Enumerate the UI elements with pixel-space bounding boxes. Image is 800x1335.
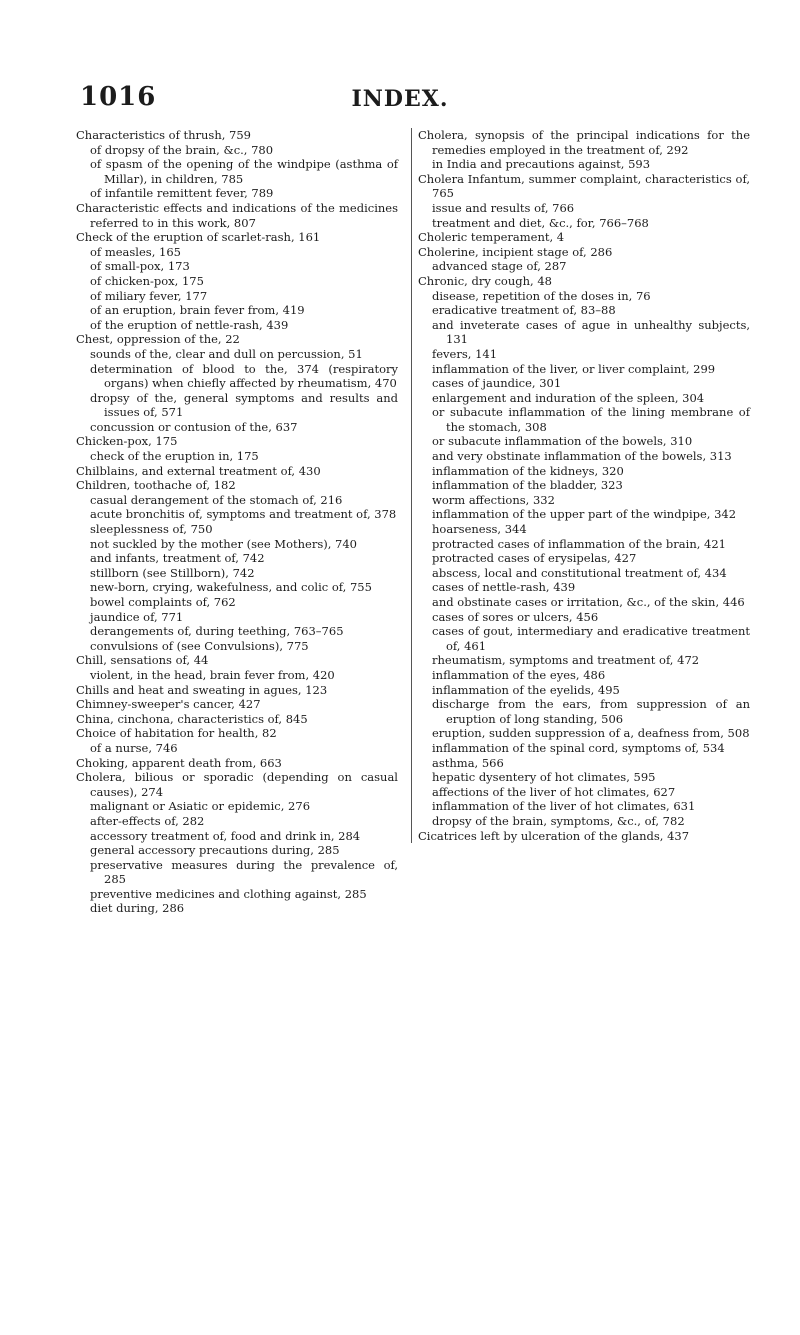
index-subentry: fevers, 141 <box>432 346 498 361</box>
index-subentry: inflammation of the eyelids, 495 <box>432 682 620 697</box>
index-subentry: new-born, crying, wakefulness, and colic of, 755 <box>90 580 372 595</box>
index-entry: Chimney-sweeper's cancer, 427 <box>76 697 261 712</box>
index-subentry: eruption, sudden suppression of a, deafness from, 508 <box>432 726 750 741</box>
page-number: 1016 <box>80 82 157 112</box>
index-entry: Cholera, synopsis of the principal indications for the remedies employed in the treatment of, 292 <box>418 128 750 157</box>
page-title: INDEX. <box>351 86 449 112</box>
index-subentry: concussion or contusion of the, 637 <box>90 419 298 434</box>
index-subentry: hepatic dysentery of hot climates, 595 <box>432 770 656 785</box>
index-subentry: of chicken-pox, 175 <box>90 273 204 288</box>
index-subentry: and obstinate cases or irritation, &c., of the skin, 446 <box>432 595 745 609</box>
index-subentry: of small-pox, 173 <box>90 259 190 274</box>
index-entry: Cholera, bilious or sporadic (depending on casual causes), 274 <box>76 770 398 799</box>
index-subentry: of spasm of the opening of the windpipe (asthma of Millar), in children, 785 <box>90 157 398 186</box>
index-entry: Choice of habitation for health, 82 <box>76 726 277 741</box>
index-subentry: protracted cases of erysipelas, 427 <box>432 551 637 566</box>
index-subentry: and very obstinate inflammation of the bowels, 313 <box>432 449 732 464</box>
index-subentry: determination of blood to the, 374 (respiratory organs) when chiefly affected by rheumatism, 470 <box>90 361 398 391</box>
left-column <box>76 128 398 916</box>
index-subentry: diet during, 286 <box>90 901 185 916</box>
index-subentry: discharge from the ears, from suppression of an eruption of long standing, 506 <box>432 697 750 726</box>
index-subentry: preventive medicines and clothing against, 285 <box>90 886 367 901</box>
index-entry: Characteristics of thrush, 759 <box>76 128 251 142</box>
index-entry: Chilblains, and external treatment of, 430 <box>76 463 321 478</box>
index-subentry: issue and results of, 766 <box>432 200 575 215</box>
index-subentry: inflammation of the bladder, 323 <box>432 478 623 493</box>
index-subentry: protracted cases of inflammation of the brain, 421 <box>432 536 726 551</box>
index-subentry: inflammation of the kidneys, 320 <box>432 463 624 478</box>
index-entry: China, cinchona, characteristics of, 845 <box>76 711 308 726</box>
index-entry: Chills and heat and sweating in agues, 123 <box>76 682 328 697</box>
index-entry: Children, toothache of, 182 <box>76 478 236 493</box>
index-subentry: not suckled by the mother (see Mothers), 740 <box>90 536 357 551</box>
index-subentry: or subacute inflammation of the bowels, 310 <box>432 434 693 449</box>
index-subentry: acute bronchitis of, symptoms and treatment of, 378 <box>90 507 397 522</box>
index-subentry: treatment and diet, &c., for, 766–768 <box>432 215 649 230</box>
index-entry: Chest, oppression of the, 22 <box>76 332 240 347</box>
index-subentry: derangements of, during teething, 763–765 <box>90 624 344 639</box>
index-subentry: of an eruption, brain fever from, 419 <box>90 303 305 318</box>
page-header <box>0 82 800 122</box>
index-subentry: rheumatism, symptoms and treatment of, 472 <box>432 653 700 668</box>
index-entry: Cicatrices left by ulceration of the glands, 437 <box>418 828 690 843</box>
index-subentry: cases of jaundice, 301 <box>432 376 562 391</box>
index-subentry: of a nurse, 746 <box>90 740 178 755</box>
index-subentry: dropsy of the, general symptoms and results and issues of, 571 <box>90 390 398 420</box>
index-subentry: check of the eruption in, 175 <box>90 449 259 464</box>
index-subentry: disease, repetition of the doses in, 76 <box>432 288 651 303</box>
index-subentry: of dropsy of the brain, &c., 780 <box>90 142 274 157</box>
index-subentry: violent, in the head, brain fever from, 420 <box>90 667 335 682</box>
index-subentry: general accessory precautions during, 285 <box>90 843 340 858</box>
index-entry: Choking, apparent death from, 663 <box>76 755 282 770</box>
index-subentry: in India and precautions against, 593 <box>432 157 651 172</box>
index-subentry: and inveterate cases of ague in unhealthy subjects, 131 <box>432 317 750 347</box>
index-subentry: of the eruption of nettle-rash, 439 <box>90 317 289 332</box>
index-subentry: or subacute inflammation of the lining membrane of the stomach, 308 <box>432 405 750 434</box>
index-subentry: malignant or Asiatic or epidemic, 276 <box>90 799 311 814</box>
index-subentry: of measles, 165 <box>90 244 181 259</box>
index-subentry: advanced stage of, 287 <box>432 259 567 274</box>
index-subentry: abscess, local and constitutional treatment of, 434 <box>432 565 727 580</box>
index-subentry: after-effects of, 282 <box>90 813 205 828</box>
index-entry: Chill, sensations of, 44 <box>76 653 209 668</box>
index-subentry: sounds of the, clear and dull on percussion, 51 <box>90 346 363 361</box>
index-entry: Cholerine, incipient stage of, 286 <box>418 244 613 259</box>
index-subentry: worm affections, 332 <box>432 492 555 507</box>
right-column <box>411 128 750 843</box>
index-subentry: affections of the liver of hot climates, 627 <box>432 784 676 799</box>
index-subentry: inflammation of the liver, or liver complaint, 299 <box>432 361 716 376</box>
index-subentry: preservative measures during the prevalence of, 285 <box>90 857 398 887</box>
index-entry: Check of the eruption of scarlet-rash, 161 <box>76 230 321 245</box>
index-entry: Choleric temperament, 4 <box>418 230 565 245</box>
index-entry: Cholera Infantum, summer complaint, characteristics of, 765 <box>418 171 750 201</box>
index-subentry: enlargement and induration of the spleen, 304 <box>432 390 705 405</box>
index-subentry: jaundice of, 771 <box>90 609 184 624</box>
index-subentry: and infants, treatment of, 742 <box>90 551 265 566</box>
index-subentry: cases of sores or ulcers, 456 <box>432 609 599 624</box>
index-subentry: inflammation of the spinal cord, symptoms of, 534 <box>432 740 725 755</box>
index-subentry: of infantile remittent fever, 789 <box>90 186 274 201</box>
index-subentry: inflammation of the upper part of the windpipe, 342 <box>432 507 737 522</box>
index-subentry: hoarseness, 344 <box>432 522 527 537</box>
index-subentry: asthma, 566 <box>432 755 504 770</box>
index-subentry: convulsions of (see Convulsions), 775 <box>90 638 309 653</box>
index-subentry: of miliary fever, 177 <box>90 288 208 303</box>
index-subentry: stillborn (see Stillborn), 742 <box>90 565 255 580</box>
index-subentry: eradicative treatment of, 83–88 <box>432 303 616 318</box>
index-subentry: bowel complaints of, 762 <box>90 595 236 609</box>
index-subentry: accessory treatment of, food and drink in, 284 <box>90 828 361 843</box>
index-subentry: dropsy of the brain, symptoms, &c., of, 782 <box>432 813 685 828</box>
index-entry: Chronic, dry cough, 48 <box>418 273 552 288</box>
index-entry: Characteristic effects and indications of the medicines referred to in this work, 807 <box>76 200 398 230</box>
index-subentry: cases of gout, intermediary and eradicative treatment of, 461 <box>432 624 750 653</box>
index-subentry: casual derangement of the stomach of, 216 <box>90 492 343 507</box>
index-subentry: inflammation of the liver of hot climates, 631 <box>432 799 696 814</box>
index-subentry: cases of nettle-rash, 439 <box>432 580 576 595</box>
index-entry: Chicken-pox, 175 <box>76 434 178 449</box>
index-subentry: sleeplessness of, 750 <box>90 522 213 537</box>
index-subentry: inflammation of the eyes, 486 <box>432 667 606 682</box>
